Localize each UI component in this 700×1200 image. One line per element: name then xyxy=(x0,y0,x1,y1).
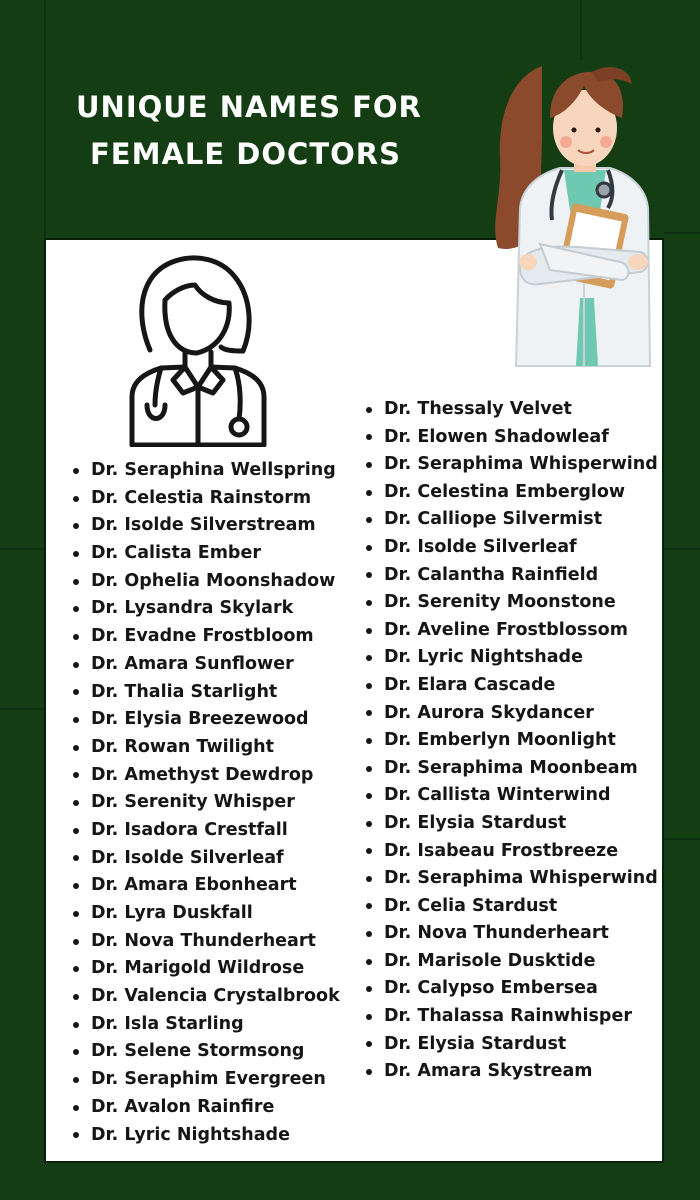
doctor-name-item: Dr. Aurora Skydancer xyxy=(366,700,658,728)
background-gridline xyxy=(664,232,700,234)
doctor-name-item: Dr. Calista Ember xyxy=(73,540,340,568)
page-title xyxy=(76,84,436,178)
doctor-name-item: Dr. Seraphima Moonbeam xyxy=(366,755,658,783)
doctor-name-item: Dr. Marisole Dusktide xyxy=(366,948,658,976)
background-gridline xyxy=(44,0,46,238)
doctor-name-item: Dr. Amara Skystream xyxy=(366,1058,658,1086)
background-gridline xyxy=(664,838,700,840)
doctor-name-item: Dr. Nova Thunderheart xyxy=(366,920,658,948)
doctor-name-item: Dr. Thalia Starlight xyxy=(73,679,340,707)
doctor-name-item: Dr. Seraphima Whisperwind xyxy=(366,865,658,893)
female-doctor-illustration-icon xyxy=(480,48,660,370)
doctor-name-item: Dr. Lyric Nightshade xyxy=(366,644,658,672)
doctor-name-item: Dr. Valencia Crystalbrook xyxy=(73,983,340,1011)
doctor-name-item: Dr. Thessaly Velvet xyxy=(366,396,658,424)
doctor-name-item: Dr. Isolde Silverleaf xyxy=(73,845,340,873)
female-doctor-outline-icon xyxy=(125,255,270,447)
doctor-name-item: Dr. Calypso Embersea xyxy=(366,975,658,1003)
doctor-name-item: Dr. Celestina Emberglow xyxy=(366,479,658,507)
doctor-name-item: Dr. Isolde Silverstream xyxy=(73,512,340,540)
doctor-name-item: Dr. Elysia Stardust xyxy=(366,810,658,838)
doctor-name-item: Dr. Nova Thunderheart xyxy=(73,928,340,956)
doctor-name-item: Dr. Celia Stardust xyxy=(366,893,658,921)
doctor-name-item: Dr. Ophelia Moonshadow xyxy=(73,568,340,596)
doctor-name-item: Dr. Elysia Breezewood xyxy=(73,706,340,734)
doctor-name-item: Dr. Amethyst Dewdrop xyxy=(73,762,340,790)
doctor-name-item: Dr. Isla Starling xyxy=(73,1011,340,1039)
title-line-2: FEMALE DOCTORS xyxy=(90,137,401,171)
names-list-right xyxy=(366,396,658,1086)
doctor-name-item: Dr. Callista Winterwind xyxy=(366,782,658,810)
background-gridline xyxy=(0,708,44,710)
doctor-name-item: Dr. Amara Sunflower xyxy=(73,651,340,679)
doctor-name-item: Dr. Seraphim Evergreen xyxy=(73,1066,340,1094)
background-gridline xyxy=(664,548,700,550)
doctor-name-item: Dr. Rowan Twilight xyxy=(73,734,340,762)
doctor-name-item: Dr. Amara Ebonheart xyxy=(73,872,340,900)
doctor-name-item: Dr. Serenity Moonstone xyxy=(366,589,658,617)
doctor-name-item: Dr. Celestia Rainstorm xyxy=(73,485,340,513)
doctor-name-item: Dr. Thalassa Rainwhisper xyxy=(366,1003,658,1031)
doctor-name-item: Dr. Evadne Frostbloom xyxy=(73,623,340,651)
doctor-name-item: Dr. Lyric Nightshade xyxy=(73,1122,340,1150)
doctor-name-item: Dr. Isadora Crestfall xyxy=(73,817,340,845)
doctor-name-item: Dr. Seraphina Wellspring xyxy=(73,457,340,485)
doctor-name-item: Dr. Selene Stormsong xyxy=(73,1038,340,1066)
doctor-name-item: Dr. Elara Cascade xyxy=(366,672,658,700)
doctor-name-item: Dr. Isolde Silverleaf xyxy=(366,534,658,562)
names-list-left xyxy=(73,457,340,1149)
doctor-name-item: Dr. Calliope Silvermist xyxy=(366,506,658,534)
doctor-name-item: Dr. Isabeau Frostbreeze xyxy=(366,838,658,866)
doctor-name-item: Dr. Seraphima Whisperwind xyxy=(366,451,658,479)
background-gridline xyxy=(0,548,44,550)
doctor-name-item: Dr. Elowen Shadowleaf xyxy=(366,424,658,452)
doctor-name-item: Dr. Avalon Rainfire xyxy=(73,1094,340,1122)
doctor-name-item: Dr. Calantha Rainfield xyxy=(366,562,658,590)
doctor-name-item: Dr. Lyra Duskfall xyxy=(73,900,340,928)
doctor-name-item: Dr. Emberlyn Moonlight xyxy=(366,727,658,755)
doctor-name-item: Dr. Elysia Stardust xyxy=(366,1031,658,1059)
doctor-name-item: Dr. Serenity Whisper xyxy=(73,789,340,817)
doctor-name-item: Dr. Lysandra Skylark xyxy=(73,595,340,623)
doctor-name-item: Dr. Marigold Wildrose xyxy=(73,955,340,983)
title-line-1: UNIQUE NAMES FOR xyxy=(76,90,422,124)
doctor-name-item: Dr. Aveline Frostblossom xyxy=(366,617,658,645)
